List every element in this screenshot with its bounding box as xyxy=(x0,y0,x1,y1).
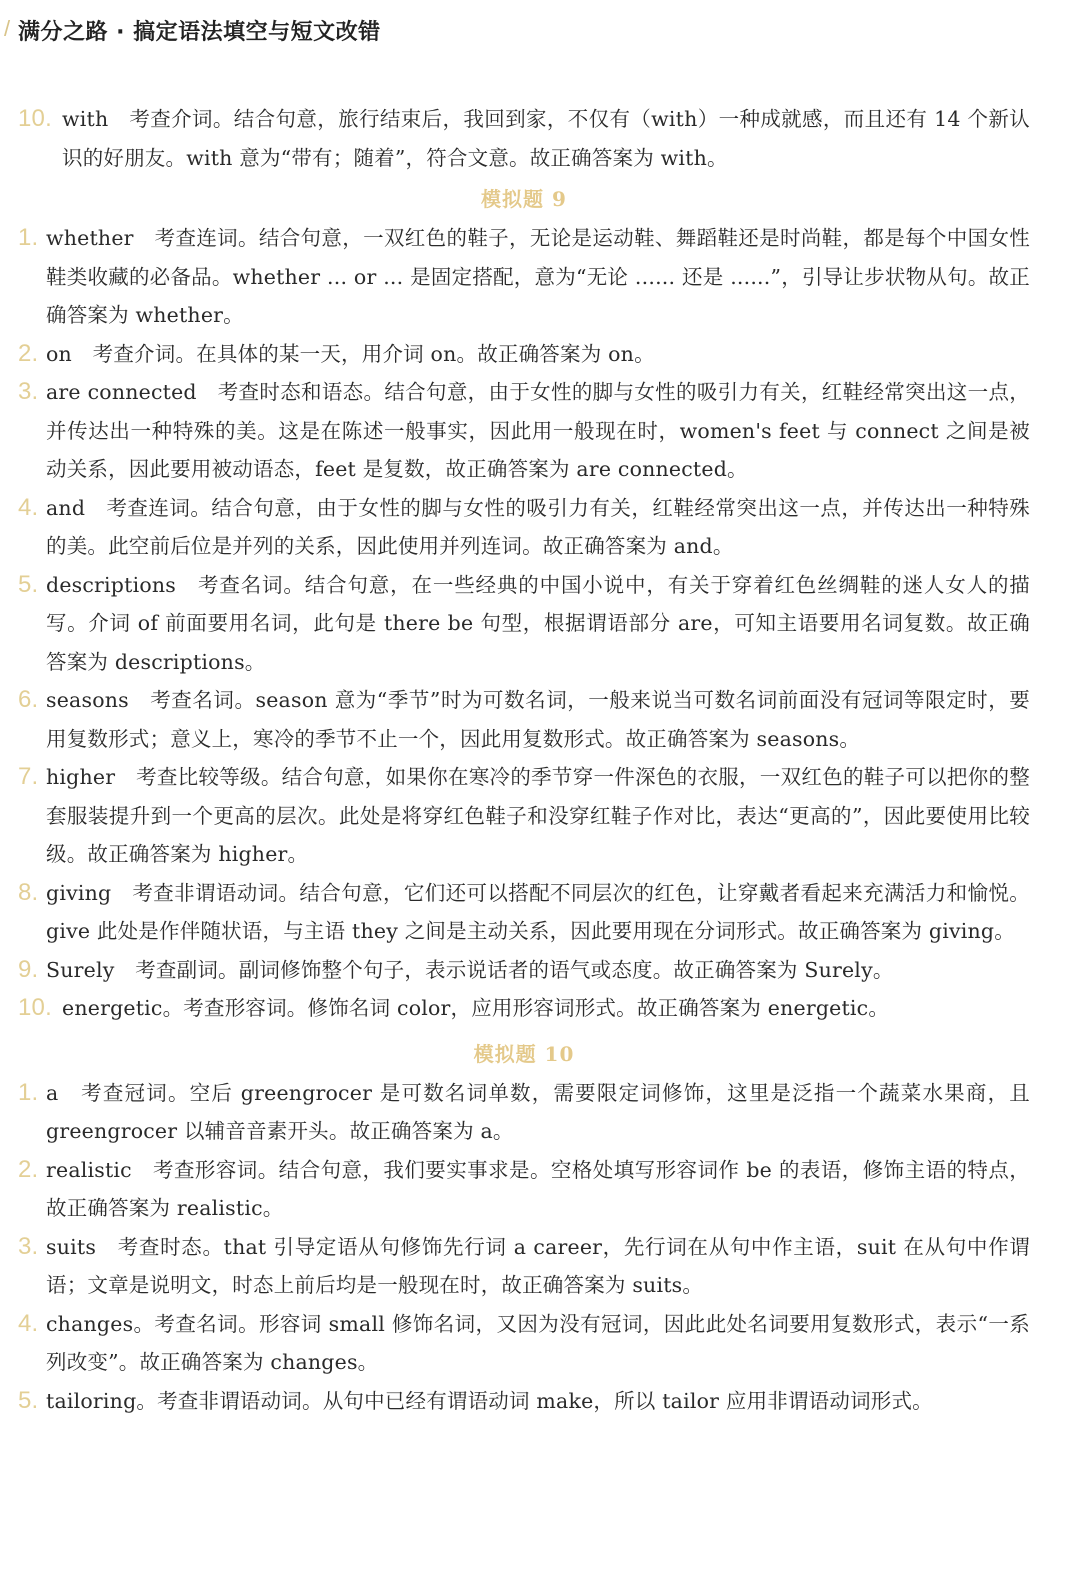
page-header xyxy=(0,0,1080,60)
answer-item xyxy=(18,1074,1030,1151)
answer-item xyxy=(18,219,1030,335)
item-number: 4. xyxy=(18,1309,39,1337)
answer-item xyxy=(18,874,1030,951)
item-number: 2. xyxy=(18,1155,39,1183)
item-number: 10. xyxy=(18,105,52,132)
item-text: whether 考查连词。结合句意，一双红色的鞋子，无论是运动鞋、舞蹈鞋还是时尚鞋，都是每个中国女性鞋类收藏的必备品。whether ... or ... 是固定搭配，意为“无论 ...... 还是 ......”，引导让步状物从句。故正确答案为 whether。 xyxy=(46,226,1030,327)
item-text: changes。考查名词。形容词 small 修饰名词，又因为没有冠词，因此此处名词要用复数形式，表示“一系列改变”。故正确答案为 changes。 xyxy=(46,1311,1030,1374)
item-number: 1. xyxy=(18,1078,39,1106)
item-text: and 考查连词。结合句意，由于女性的脚与女性的吸引力有关，红鞋经常突出这一点，并传达出一种特殊的美。此空前后位是并列的关系，因此使用并列连词。故正确答案为 and。 xyxy=(46,495,1030,558)
item-number: 8. xyxy=(18,878,39,906)
item-number: 6. xyxy=(18,686,39,713)
item-number: 5. xyxy=(18,570,39,598)
item-text: Surely 考查副词。副词修饰整个句子，表示说话者的语气或态度。故正确答案为 Surely。 xyxy=(46,957,894,982)
section-title-10: 模拟题 10 xyxy=(473,1041,575,1066)
item-number: 2. xyxy=(18,339,39,367)
answer-item xyxy=(18,335,1030,374)
item-text: giving 考查非谓语动词。结合句意，它们还可以搭配不同层次的红色，让穿戴者看起来充满活力和愉悦。give 此处是作伴随状语，与主语 they 之间是主动关系，因此要用现在分词形式。故正确答案为 giving。 xyxy=(46,880,1030,943)
item-text: higher 考查比较等级。结合句意，如果你在寒冷的季节穿一件深色的衣服，一双红色的鞋子可以把你的整套服装提升到一个更高的层次。此处是将穿红色鞋子和没穿红鞋子作对比，表达“更高的”，因此要使用比较级。故正确答案为 higher。 xyxy=(46,765,1030,866)
answer-item xyxy=(18,1382,1030,1421)
item-number: 3. xyxy=(18,378,39,405)
item-text: realistic 考查形容词。结合句意，我们要实事求是。空格处填写形容词作 be 的表语，修饰主语的特点，故正确答案为 realistic。 xyxy=(46,1157,1030,1220)
item-number: 4. xyxy=(18,493,39,521)
answer-item xyxy=(18,489,1030,566)
header-slash-mark: / xyxy=(4,16,11,41)
item-number: 9. xyxy=(18,955,39,983)
answer-item xyxy=(18,951,1030,990)
item-text: seasons 考查名词。season 意为“季节”时为可数名词，一般来说当可数名词前面没有冠词等限定时，要用复数形式；意义上，寒冷的季节不止一个，因此用复数形式。故正确答案为 seasons。 xyxy=(46,688,1030,751)
item-text: a 考查冠词。空后 greengrocer 是可数名词单数，需要限定词修饰，这里是泛指一个蔬菜水果商，且 greengrocer 以辅音音素开头。故正确答案为 a。 xyxy=(46,1080,1030,1143)
answer-item xyxy=(18,566,1030,682)
answer-item xyxy=(18,1228,1030,1305)
answer-item xyxy=(18,1305,1030,1382)
header-title: 满分之路 · 搞定语法填空与短文改错 xyxy=(18,20,381,45)
item-text: tailoring。考查非谓语动词。从句中已经有谓语动词 make，所以 tailor 应用非谓语动词形式。 xyxy=(46,1388,933,1413)
item-text: on 考查介词。在具体的某一天，用介词 on。故正确答案为 on。 xyxy=(46,341,655,366)
answer-item xyxy=(18,681,1030,758)
answer-item xyxy=(18,758,1030,874)
answer-item xyxy=(18,989,1030,1028)
answer-item xyxy=(18,373,1030,489)
item-number: 1. xyxy=(18,224,39,251)
item-text: with 考查介词。结合句意，旅行结束后，我回到家，不仅有（with）一种成就感，而且还有 14 个新认识的好朋友。with 意为“带有；随着”，符合文意。故正确答案为 with。 xyxy=(62,107,1030,170)
item-text: descriptions 考查名词。结合句意，在一些经典的中国小说中，有关于穿着红色丝绸鞋的迷人女人的描写。介词 of 前面要用名词，此句是 there be 句型，根据谓语部分 are，可知主语要用名词复数。故正确答案为 descriptions。 xyxy=(46,572,1030,674)
item-number: 10. xyxy=(18,994,52,1021)
answer-item xyxy=(18,100,1030,177)
answer-item xyxy=(18,1151,1030,1228)
item-text: suits 考查时态。that 引导定语从句修饰先行词 a career，先行词在从句中作主语，suit 在从句中作谓语；文章是说明文，时态上前后均是一般现在时，故正确答案为 suits。 xyxy=(46,1234,1030,1297)
item-text: are connected 考查时态和语态。结合句意，由于女性的脚与女性的吸引力有关，红鞋经常突出这一点，并传达出一种特殊的美。这是在陈述一般事实，因此用一般现在时，women's feet 与 connect 之间是被动关系，因此要用被动语态，feet 是复数，故正确答案为 are connected。 xyxy=(46,380,1030,481)
item-text: energetic。考查形容词。修饰名词 color，应用形容词形式。故正确答案为 energetic。 xyxy=(62,996,890,1020)
item-number: 3. xyxy=(18,1232,39,1260)
item-number: 7. xyxy=(18,763,39,790)
item-number: 5. xyxy=(18,1386,39,1414)
section-title-9: 模拟题 9 xyxy=(481,187,567,211)
answer-content xyxy=(18,100,1030,1420)
